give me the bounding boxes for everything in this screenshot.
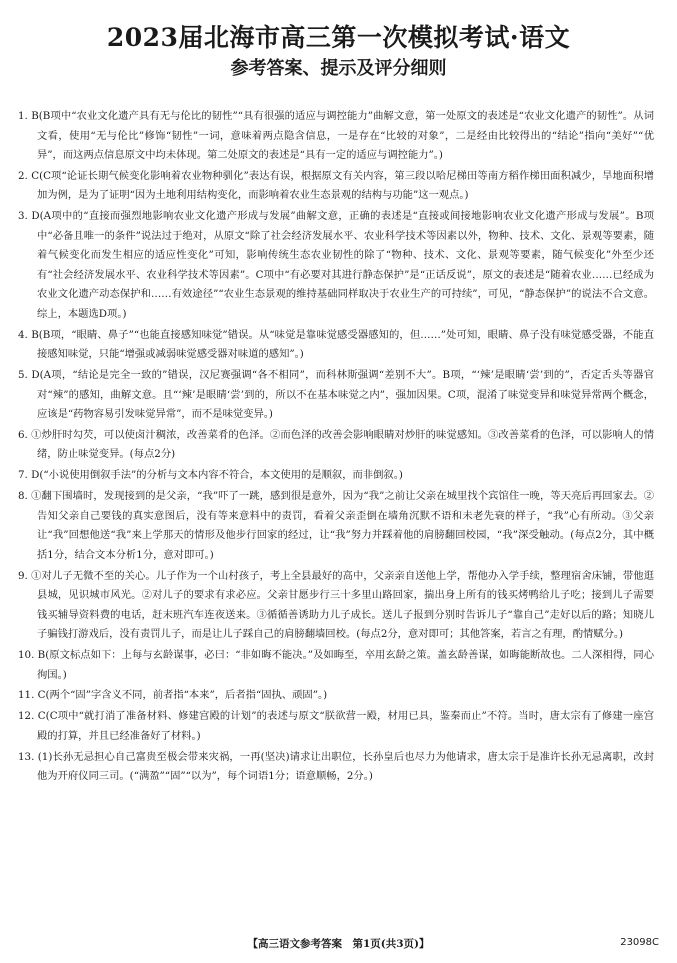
answer-list	[18, 107, 654, 788]
answer-item-11: 11. C(两个“固”字含义不同，前者指“本来”，后者指“固执、顽固”。)	[18, 689, 328, 702]
answer-item-2: 2. C(C项“论证长期气候变化影响着农业物种驯化”表达有误，根据原文有关内容，第三段以哈尼梯田等南方稻作梯田面积减少，旱地面积增加为例，是为了证明“因为土地利用结构变化，而影响着农业生态景观的结构与功能”这一观点。)	[18, 169, 654, 202]
answer-item-7: 7. D(“小说使用倒叙手法”的分析与文本内容不符合，本文使用的是顺叙，而非倒叙。)	[18, 469, 403, 482]
answer-item-5: 5. D(A项，“结论是完全一致的”错误，汉尼赛强调“各不相同”，而科林斯强调“差别不大”。B项，“‘辣’是眼睛‘尝’到的”，否定舌头等器官对“辣”的感知，曲解文意。且“‘辣’是眼睛‘尝’到的，所以不在基本味觉之内”，强加因果。C项，混淆了味觉变异和味觉异常两个概念，应该是“药物容易引发味觉异常”，而不是味觉变异。)	[18, 369, 654, 421]
answer-item-8: 8. ①翻下围墙时，发现接到的是父亲，“我”吓了一跳，感到很是意外，因为“我”之前让父亲在城里找个宾馆住一晚，等天亮后再回家去。②告知父亲自己要钱的真实意图后，没有等来意料中的责罚，看着父亲歪倒在墙角沉默不语和未老先衰的样子，“我”心有所动。③父亲让“我”回想他送“我”来上学那天的情形及他步行回家的经过，让“我”努力并踩着他的肩膀翻回校园，“我”深受触动。(每点2分，其中概括1分，结合文本分析1分，意对即可。)	[18, 490, 654, 561]
document-code: 23098C	[620, 937, 659, 948]
answer-item-12: 12. C(C项中“就打消了准备材料、修建宫殿的计划”的表述与原文“朕欲营一殿，材用已具，鉴秦而止”不符。当时，唐太宗有了修建一座宫殿的打算，并且已经准备好了材料。)	[18, 710, 654, 742]
answer-item-13: 13. (1)长孙无忌担心自己富贵至极会带来灾祸，一再(坚决)请求让出职位，长孙皇后也尽力为他请求，唐太宗于是准许长孙无忌离职，改封他为开府仪同三司。(“满盈”“固”“以为”，每个词语1分；语意顺畅，2分。)	[18, 750, 654, 783]
answer-item-1: 1. B(B项中“农业文化遗产具有无与伦比的韧性”“具有很强的适应与调控能力”曲解文意，第一处原文的表述是“农业文化遗产的韧性”。从词文看，使用“无与伦比”修饰“韧性”一词，意味着两点隐含信息，一是存在“比较的对象”，二是经由比较得出的“结论”指向“美好”“优异”，而这两点信息原文中均未体现。第二处原文的表述是“具有一定的适应与调控能力”。)	[18, 110, 654, 161]
answer-item-3: 3. D(A项中的“直接而强烈地影响农业文化遗产形成与发展”曲解文意，正确的表述是“直接或间接地影响农业文化遗产形成与发展”。B项中“必备且唯一的条件”说法过于绝对，从原文“除了社会经济发展水平、农业科学技术等因素以外，物种、技术、文化、景观等要素，随着气候变化而发生相应的适应性变化”可知，影响传统生态农业韧性的除了“物种、技术、文化、景观等要素，随气候变化”外至少还有“社会经济发展水平、农业科学技术等因素”。C项中“有必要对其进行静态保护”是“正话反说”，原文的表述是“随着农业……已经成为农业文化遗产动态保护和……有效途径”“农业生态景观的维持基础同样取决于农业生产的可持续”，可见，“静态保护”的说法不合文意。综上，本题选D项。)	[18, 210, 654, 320]
answer-item-9: 9. ①对儿子无微不至的关心。儿子作为一个山村孩子，考上全县最好的高中，父亲亲自送他上学，帮他办入学手续，整理宿舍床铺，带他逛县城，见识城市风光。②对儿子的要求有求必应。父亲甘愿步行三十多里山路回家，揣出身上所有的钱买烤鸭给儿子吃；接到儿子需要钱买辅导资料费的电话，赶末班汽车连夜送来。③循循善诱助力儿子成长。送儿子报到分别时告诉儿子“靠自己”走好以后的路；知晓儿子骗钱打游戏后，没有责罚儿子，而是让儿子踩自己的肩膀翻墙回校。(每点2分，意对即可；其他答案，若言之有理，酌情赋分。)	[18, 569, 654, 641]
document-subtitle: 参考答案、提示及评分细则	[230, 58, 447, 79]
answer-item-10: 10. B(原文标点如下：上每与玄龄谋事，必曰：“非如晦不能决。”及如晦至，卒用玄龄之策。盖玄龄善谋，如晦能断故也。二人深相得，同心徇国。)	[18, 649, 654, 681]
document-title: 2023届北海市高三第一次模拟考试·语文	[106, 23, 571, 52]
answer-item-6: 6. ①炒肝时勾芡，可以使卤汁稠浓，改善菜肴的色泽。②而色泽的改善会影响眼睛对炒肝的味觉感知。③改善菜肴的色泽，可以影响人的情绪，防止味觉变异。(每点2分)	[18, 428, 654, 461]
page-footer: 【高三语文参考答案 第1页(共3页)】	[247, 938, 430, 950]
answer-item-4: 4. B(B项，“眼睛、鼻子”“也能直接感知味觉”错误。从“味觉是靠味觉感受器感知的，但……”处可知，眼睛、鼻子没有味觉感受器，不能直接感知味觉，只能“增强或减弱味觉感受器对味道的感知”。)	[18, 328, 654, 361]
